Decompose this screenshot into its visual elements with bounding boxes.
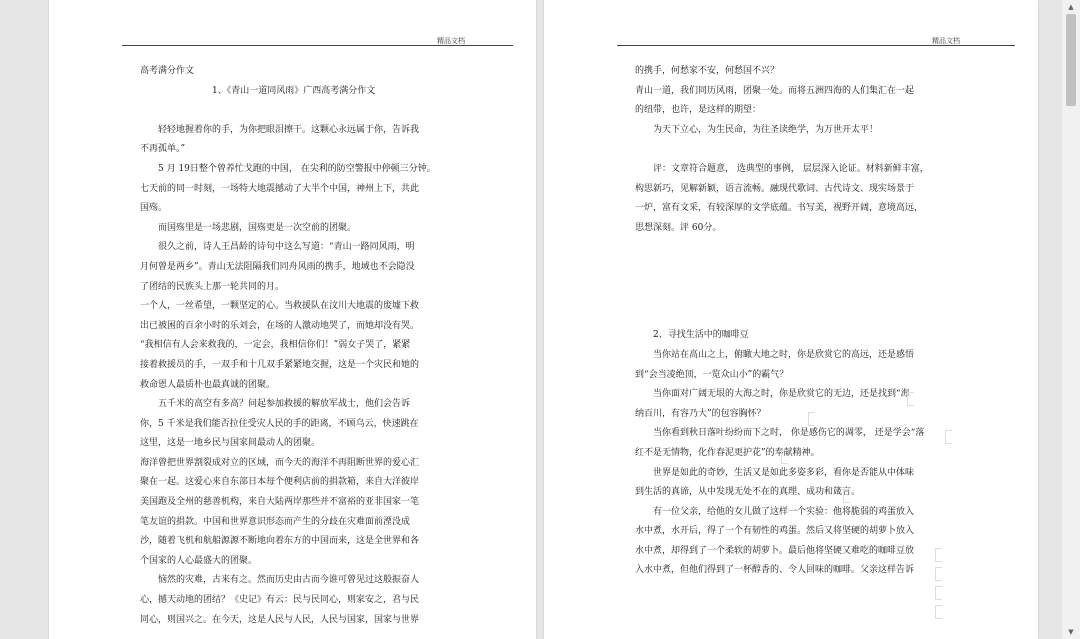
doc-title: 高考满分作文 [140,66,195,76]
paragraph-line: 这里，这是一地乡民与国家间最动人的团聚。 [140,438,321,449]
scroll-down-arrow-icon[interactable]: ▼ [1068,628,1074,636]
paragraph-line: 水中煮，却得到了一个柔软的胡萝卜。最后他将坚硬又难吃的咖啡豆放 [635,545,915,556]
paragraph-line: 月何曾是两乡”。青山无法阻隔我们同舟风雨的携手，地域也不会隐没 [140,261,415,272]
scrollbar-thumb[interactable] [1066,14,1076,106]
paragraph-line: 到生活的真谛，从中发现无处不在的真理、成功和箴言。 [635,487,861,498]
paragraph-line: 纳百川，有容乃大”的包容胸怀？ [635,408,766,419]
layout-mark [935,567,942,581]
paragraph-line: 当你面对广阔无垠的大海之时，你是欣赏它的无边，还是找到“海 [653,389,910,400]
paragraph-line: 而国殇里是一场悲剧，国殇更是一次空前的团聚。 [158,222,357,233]
layout-mark [808,412,815,426]
paragraph-line: 你，5 千米是我们能否拉住受灾人民的手的距离，不顾乌云，快速跳在 [140,418,419,429]
header-rule [122,45,513,46]
scroll-up-arrow-icon[interactable]: ▲ [1068,3,1074,11]
paragraph-line: 七天前的同一时刻，一场特大地震撼动了大半个中国，神州上下，共此 [140,183,420,194]
paragraph-line: 个国家的人心最盛大的团聚。 [140,555,258,566]
paragraph-line: 青山一道，我们同历风雨，团聚一处。而将五洲四海的人们集汇在一起 [635,85,915,96]
paragraph-line: 入水中煮，但他们得到了一杯醇香的、令人回味的咖啡。父亲这样告诉 [635,565,915,576]
paragraph-line: 世界是如此的奇妙，生活又是如此多姿多彩，看你是否能从中体味 [653,467,915,478]
paragraph-line: 有一位父亲，给他的女儿做了这样一个实验：他将脆弱的鸡蛋放入 [653,506,915,517]
paragraph-line: 救命恩人最质朴也最真诚的团聚。 [140,379,276,390]
layout-mark [935,586,942,600]
comment-line: 构思新巧，见解新颖，语言流畅。融现代歌词、古代诗文、现实场景于 [635,183,915,194]
page-header-label: 精品文档 [932,37,960,45]
layout-mark [781,450,788,464]
paragraph-line: 同心，则国兴之。在今天，这是人民与人民，人民与国家，国家与世界 [140,614,420,625]
layout-mark [935,548,942,562]
document-page-right [544,0,1038,639]
paragraph-line: 沙，随着飞机和航船源源不断地向着东方的中国而来，这是全世界和各 [140,536,420,547]
paragraph-line: 当你站在高山之上，俯瞰大地之时，你是欣赏它的高远，还是感悟 [653,349,915,360]
paragraph-line: 笔友谊的捐款。中国和世界意识形态而产生的分歧在灾难面前湮没成 [140,516,411,527]
document-page-left [49,0,536,639]
paragraph-line: 美国跑及全州的慈善机构，来自大陆两岸那些并不富裕的亚非国家一笔 [140,497,420,508]
comment-line: 评：文章符合题意， 选典型的事例， 层层深入论证。材料新鲜丰富， [653,163,929,174]
paragraph-line: 出已被困的百余小时的乐刘会，在场的人激动地哭了，而她却没有哭。 [140,320,420,331]
paragraph-line: 恼然的灾难，古来有之。然而历史由古而今谁可曾见过这般振奋人 [158,575,420,586]
essay-title: 1、《青山一道同风雨》广西高考满分作文 [212,85,376,96]
paragraph-line: “我相信有人会来救我的，一定会，我相信你们！”弱女子哭了，紧紧 [140,340,411,351]
page-content [140,62,436,630]
page-header-label: 精品文档 [437,37,465,45]
paragraph-line: 到“会当凌绝顶，一览众山小”的霸气？ [635,369,789,380]
paragraph-line: 接着救援员的手，一双手和十几双手紧紧地交握，这是一个灾民和她的 [140,359,420,370]
paragraph-line: 国殇。 [140,203,168,214]
paragraph-line: 一个人，一丝希望，一颗坚定的心。当救援队在汶川大地震的废墟下救 [140,301,420,312]
layout-mark [907,392,914,406]
paragraph-line: 聚在一起。这爱心来自东部日本每个便利店前的捐款箱，来自大洋彼岸 [140,477,420,488]
paragraph-line: 水中煮，水开后，得了一个有韧性的鸡蛋。然后又将坚硬的胡萝卜放入 [635,526,915,537]
paragraph-line: 当你看到秋日落叶纷纷而下之时， 你是感伤它的凋零， 还是学会“落 [653,428,925,439]
paragraph-line: 轻轻地握着你的手，为你把眼泪擦干。这颗心永远属于你，告诉我 [158,124,420,135]
paragraph-line: 了团结的民族头上那一轮共同的月。 [140,281,285,292]
page-content [635,62,929,581]
paragraph-line: 海洋曾把世界割裂成对立的区域，而今天的海洋不再阻断世界的爱心汇 [140,457,420,468]
paragraph-line: 很久之前，诗人王昌龄的诗句中这么写道：“青山一路同风雨，明 [158,242,415,253]
comment-line: 思想深刻。评 60分。 [635,222,722,233]
layout-mark [935,605,942,619]
paragraph-line: 不再孤单。” [140,144,186,155]
comment-line: 一炉，富有文采，有较深厚的文学底蕴。书写美，视野开阔，意境高远， [635,203,924,214]
paragraph-line: 的纽带，也许，是这样的期望： [635,105,762,116]
paragraph-line: 五千米的高空有多高？问起参加救援的解放军战士，他们会告诉 [158,399,411,410]
header-rule [617,45,1015,46]
vertical-scrollbar[interactable] [1062,0,1080,639]
paragraph-line: 5 月 19日整个曾养忙戈跑的中国， 在尖利的防空警报中停顿三分钟。 [158,163,436,174]
paragraph-line: 心，撼天动地的团结？《史记》有云：民与民同心，则家安之，君与民 [140,595,420,606]
paragraph-line: 为天下立心，为生民命，为往圣读绝学，为万世开太平！ [653,124,879,135]
layout-mark [843,489,850,503]
paragraph-line: 红不是无情物，化作春泥更护花”的奉献精神。 [635,447,820,458]
essay-title: 2、寻找生活中的咖啡豆 [653,330,749,341]
layout-mark [945,430,952,444]
paragraph-line: 的携手，何愁家不安，何愁国不兴？ [635,66,780,76]
